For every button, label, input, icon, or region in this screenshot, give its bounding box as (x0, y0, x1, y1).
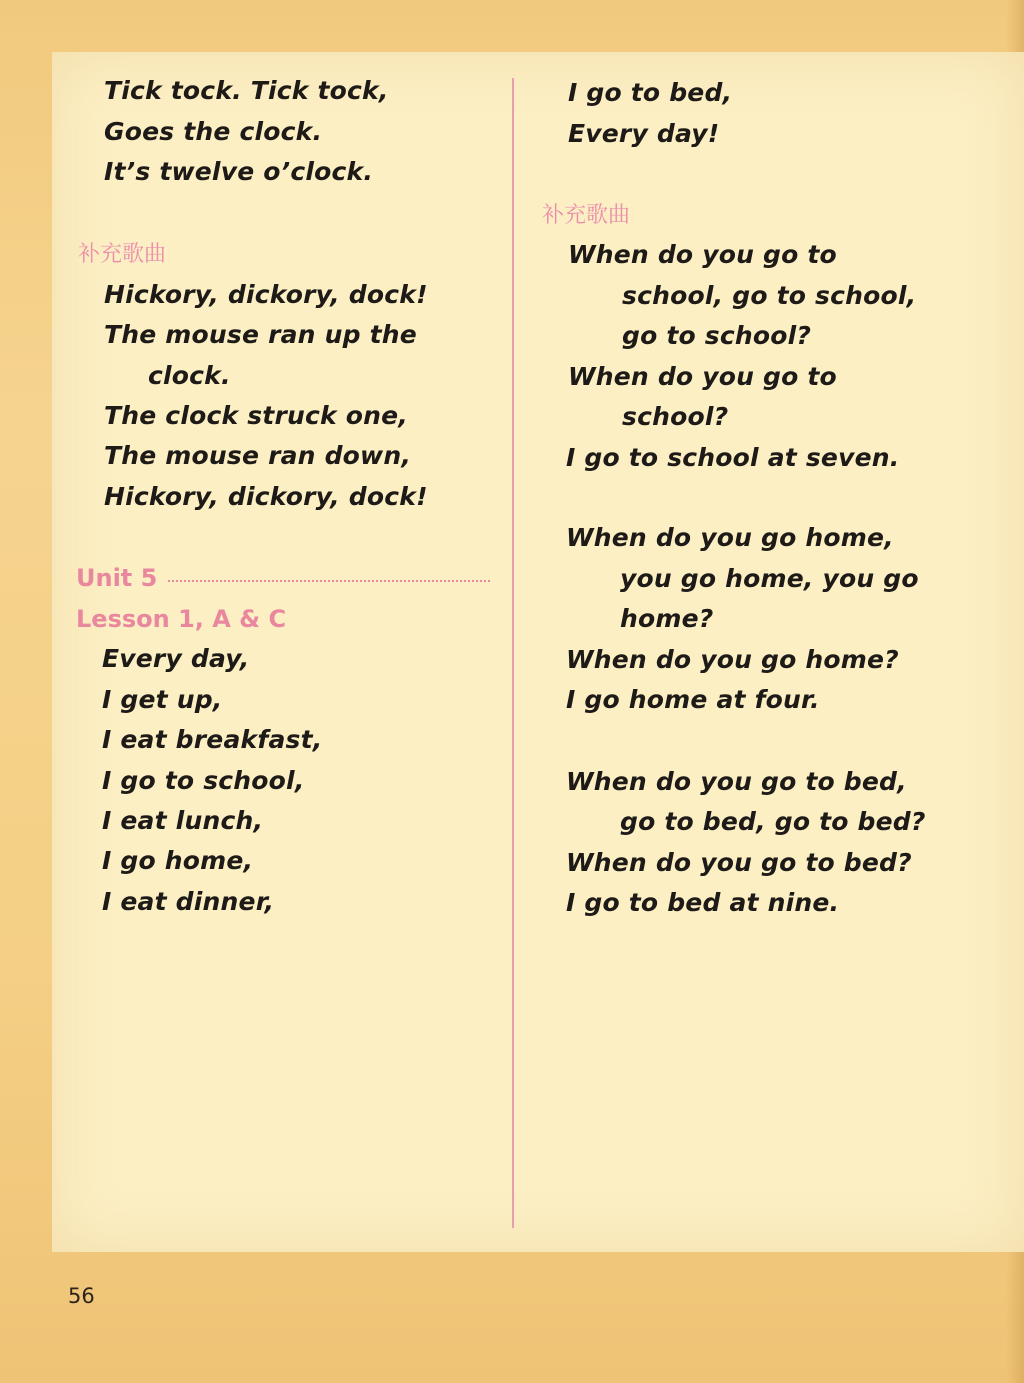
song-line: school, go to school, (622, 281, 917, 310)
lesson-line: Every day, (102, 644, 250, 673)
lesson-line: I eat breakfast, (102, 725, 323, 754)
column-divider (512, 78, 514, 1228)
song-line: When do you go to bed? (566, 848, 912, 877)
song-line: When do you go home, (566, 523, 894, 552)
song-line: The clock struck one, (104, 401, 408, 430)
lesson-line: I get up, (102, 685, 223, 714)
song-line: clock. (148, 361, 231, 390)
rhyme-line: Tick tock. Tick tock, (104, 76, 389, 105)
lesson-line: I go to school, (102, 766, 305, 795)
song-line: I go home at four. (566, 685, 820, 714)
page-number: 56 (68, 1284, 95, 1308)
song-line: you go home, you go (620, 564, 919, 593)
song-line: The mouse ran down, (104, 441, 412, 470)
unit-heading: Unit 5 (76, 564, 158, 592)
supplementary-song-heading: 补充歌曲 (542, 203, 631, 228)
song-line: When do you go to (568, 240, 837, 269)
song-line: I go to bed at nine. (566, 888, 840, 917)
lesson-line: Every day! (568, 119, 720, 148)
song-line: When do you go to bed, (566, 767, 907, 796)
song-line: school? (622, 402, 729, 431)
song-line: home? (620, 604, 714, 633)
song-line: go to bed, go to bed? (620, 807, 926, 836)
supplementary-song-heading: 补充歌曲 (78, 242, 167, 267)
song-line: When do you go home? (566, 645, 899, 674)
song-line: Hickory, dickory, dock! (104, 482, 428, 511)
song-line: I go to school at seven. (566, 443, 900, 472)
lesson-line: I eat lunch, (102, 806, 264, 835)
song-line: Hickory, dickory, dock! (104, 280, 428, 309)
lesson-line: I go to bed, (568, 78, 733, 107)
lesson-line: I go home, (102, 846, 254, 875)
song-line: When do you go to (568, 362, 837, 391)
rhyme-line: It’s twelve o’clock. (104, 157, 374, 186)
lesson-heading: Lesson 1, A & C (76, 605, 287, 633)
lesson-line: I eat dinner, (102, 887, 275, 916)
rhyme-line: Goes the clock. (104, 117, 323, 146)
song-line: go to school? (622, 321, 812, 350)
song-line: The mouse ran up the (104, 320, 417, 349)
unit-heading-leader (168, 580, 490, 582)
